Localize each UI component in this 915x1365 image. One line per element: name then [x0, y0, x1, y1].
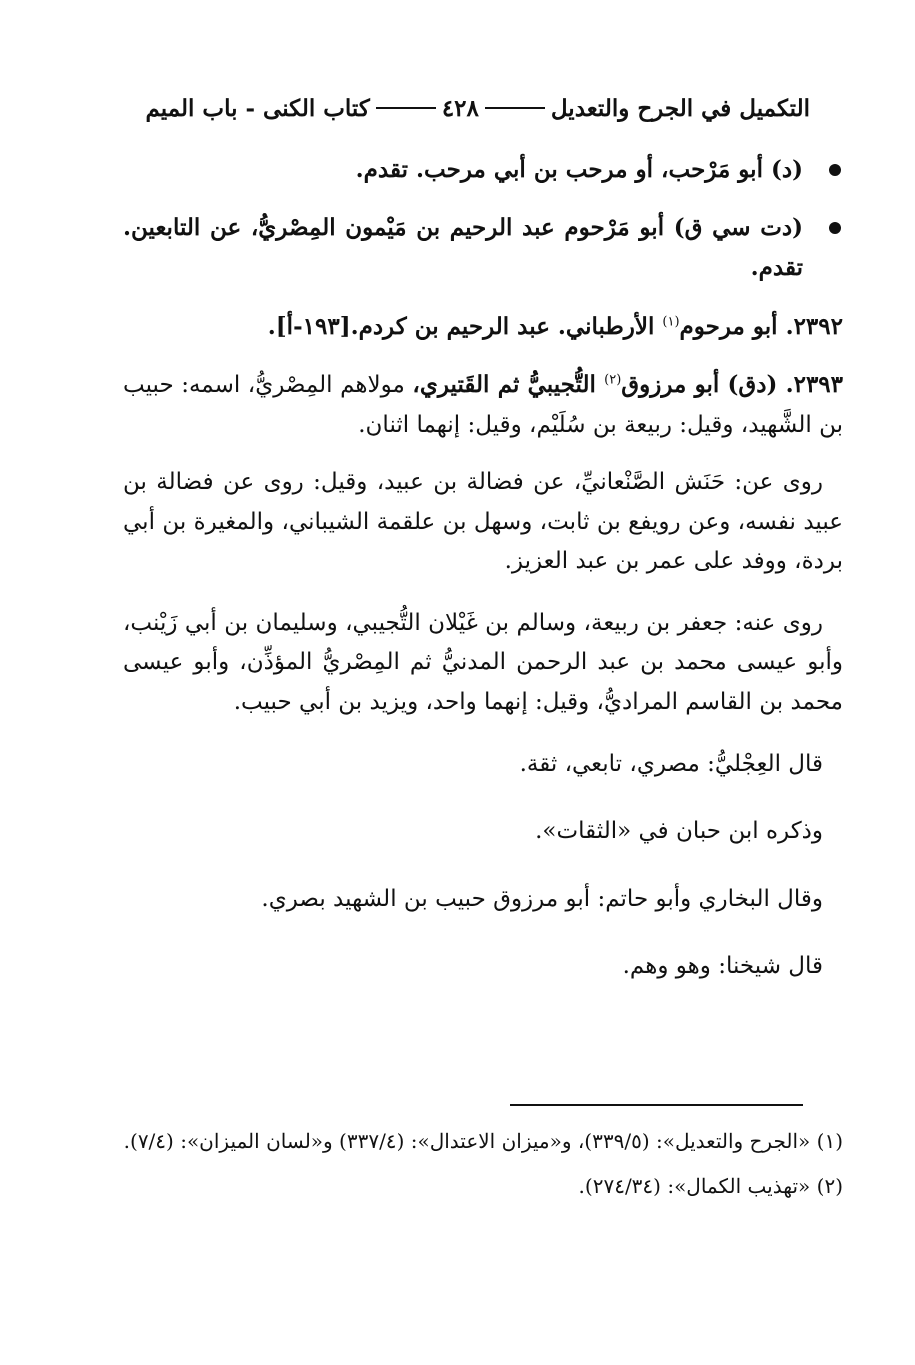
page-number: ٤٢٨	[441, 94, 479, 122]
footnote-1: (١) «الجرح والتعديل»: (٣٣٩/٥)، و«ميزان الاعتدال»: (٣٣٧/٤) و«لسان الميزان»: (٧/٤).	[123, 1129, 843, 1153]
entry-2393	[123, 365, 843, 445]
footnote-separator	[510, 1104, 803, 1106]
entry-bullet-1	[123, 150, 843, 190]
entry-2393-head2: التُّجيبيُّ ثم القَتيري،	[412, 371, 605, 399]
header-dash-right	[485, 107, 545, 109]
entry-2392-rest: الأرطباني. عبد الرحيم بن كردم.[١٩٣-أ].	[267, 312, 663, 340]
footnote-ref-1: (١)	[662, 313, 680, 329]
header-book-title: التكميل في الجرح والتعديل	[550, 94, 810, 122]
shaykh-statement: قال شيخنا: وهو وهم.	[622, 953, 823, 980]
narrated-from-paragraph: روى عن: حَنَش الصَّنْعانيِّ، عن فضالة بن عبيد، وقيل: روى عن فضالة بن عبيد نفسه، وعن رويفع بن ثابت، وسهل بن علقمة الشيباني، والمغيرة بن أبي بردة، ووفد على عمر بن عبد العزيز.	[123, 469, 843, 575]
entry-2393-rest: مولاهم المِصْريُّ، اسمه: حبيب بن الشَّهيد، وقيل: ربيعة بن سُلَيْم، وقيل: إنهما اثنان.	[123, 372, 843, 438]
entry-bullet-2	[123, 208, 843, 289]
entry-bullet-2-text: (دت سي ق) أبو مَرْحوم عبد الرحيم بن مَيْمون المِصْريُّ، عن التابعين. تقدم.	[123, 213, 803, 282]
header-chapter-title: كتاب الكنى - باب الميم	[145, 94, 370, 122]
footnote-ref-2: (٢)	[604, 372, 622, 388]
entry-2392-head: ٢٣٩٢. أبو مرحوم	[679, 312, 843, 340]
header-page-number-group	[370, 95, 551, 122]
header-dash-left	[376, 107, 436, 109]
entry-2392	[123, 307, 843, 348]
entry-bullet-1-text: (د) أبو مَرْحب، أو مرحب بن أبي مرحب. تقدم.	[355, 156, 803, 183]
footnote-2: (٢) «تهذيب الكمال»: (٢٧٤/٣٤).	[578, 1174, 843, 1198]
ibn-hibban-statement: وذكره ابن حبان في «الثقات».	[535, 818, 823, 845]
ijli-statement: قال العِجْليُّ: مصري، تابعي، ثقة.	[519, 750, 823, 777]
running-header	[145, 90, 810, 126]
main-text	[123, 150, 843, 1015]
bukhari-statement: وقال البخاري وأبو حاتم: أبو مرزوق حبيب بن الشهيد بصري.	[261, 885, 823, 912]
entry-2393-head: ٢٣٩٣. (دق) أبو مرزوق	[621, 371, 844, 399]
footnotes	[113, 1122, 843, 1212]
narrated-by-paragraph: روى عنه: جعفر بن ربيعة، وسالم بن غَيْلان التُّجيبي، وسليمان بن أبي زَيْنب، وأبو عيسى محمد بن عبد الرحمن المدنيُّ ثم المِصْريُّ المؤذِّن، وأبو عيسى محمد بن القاسم المراديُّ، وقيل: إنهما واحد، ويزيد بن أبي حبيب.	[123, 609, 843, 716]
